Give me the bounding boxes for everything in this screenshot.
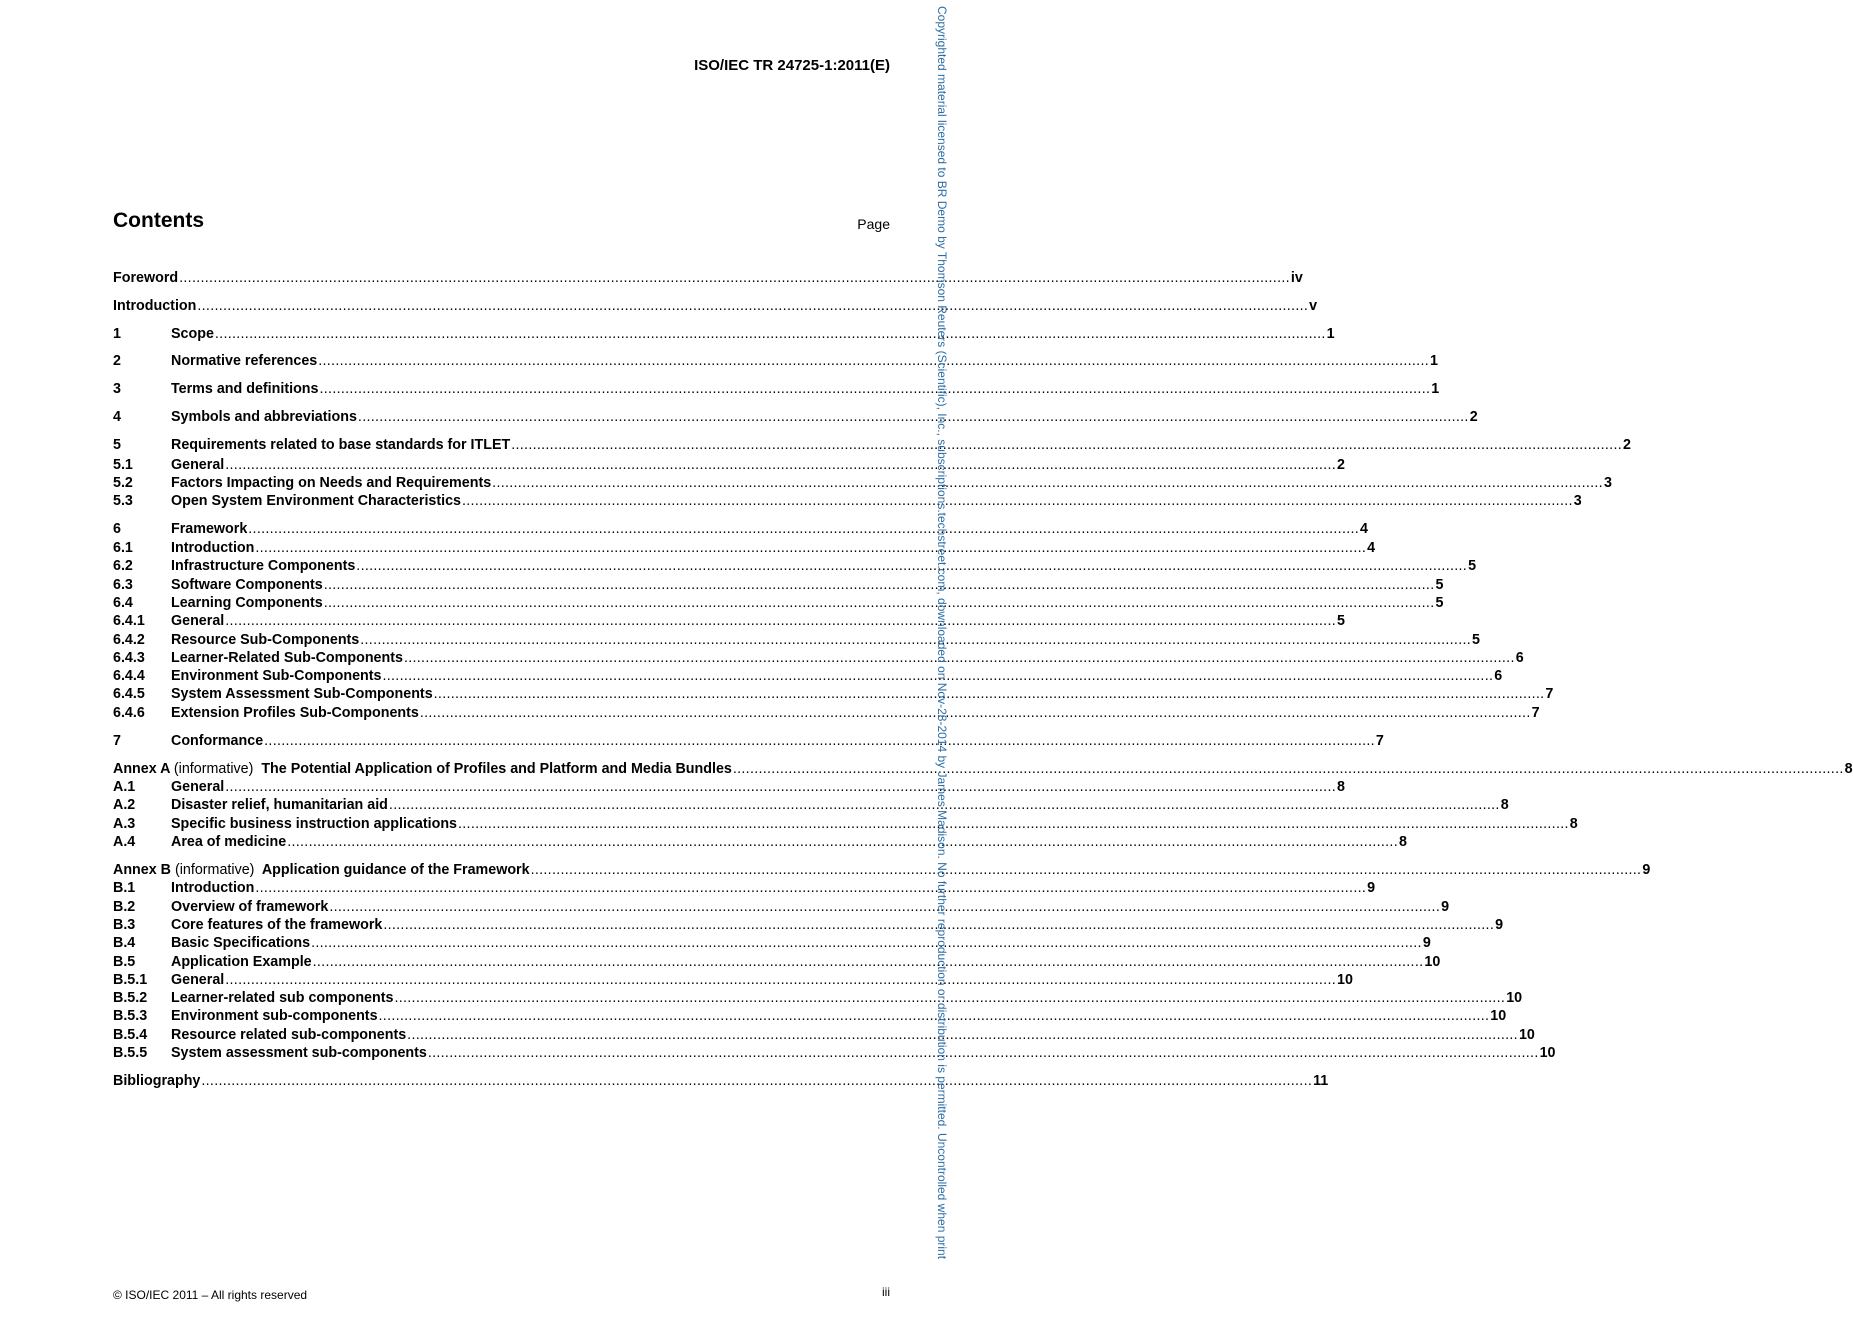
dot-leader: .................................................................................................................................................................................................................................................................... bbox=[197, 298, 1309, 314]
toc-entry-number: B.2 bbox=[113, 899, 136, 915]
toc-entry-page: 5 bbox=[1435, 595, 1444, 611]
dot-leader: .................................................................................................................................................................................................................................................................... bbox=[732, 761, 1844, 777]
dot-leader: .................................................................................................................................................................................................................................................................... bbox=[419, 705, 1531, 721]
annex-label: Annex B bbox=[113, 862, 171, 878]
toc-entry-title: Area of medicine bbox=[171, 834, 287, 850]
toc-entry[interactable] bbox=[113, 520, 1368, 538]
toc-entry-number: 7 bbox=[113, 733, 121, 749]
toc-entry[interactable] bbox=[113, 916, 1504, 934]
toc-entry-title: Disaster relief, humanitarian aid bbox=[171, 797, 388, 813]
toc-entry-page: 10 bbox=[1490, 1008, 1507, 1024]
dot-leader: .................................................................................................................................................................................................................................................................... bbox=[388, 797, 1500, 813]
toc-entry-number: 5.1 bbox=[113, 457, 133, 473]
toc-entry-number: 2 bbox=[113, 353, 121, 369]
toc-entry-number: B.4 bbox=[113, 935, 136, 951]
toc-entry-title: Specific business instruction applications bbox=[171, 816, 458, 832]
dot-leader: .................................................................................................................................................................................................................................................................... bbox=[179, 270, 1290, 286]
toc-entry-page: 8 bbox=[1398, 834, 1407, 850]
toc-entry[interactable] bbox=[113, 1044, 1556, 1062]
dot-leader: .................................................................................................................................................................................................................................................................... bbox=[312, 954, 1424, 970]
toc-entry[interactable] bbox=[113, 352, 1438, 370]
toc-entry-page: 2 bbox=[1623, 437, 1631, 453]
dot-leader: .................................................................................................................................................................................................................................................................... bbox=[287, 834, 1398, 850]
toc-entry-page: 9 bbox=[1367, 880, 1376, 896]
toc-entry-number: 6.2 bbox=[113, 558, 133, 574]
toc-entry[interactable] bbox=[113, 796, 1509, 814]
toc-entry-title: General bbox=[171, 457, 225, 473]
dot-leader: .................................................................................................................................................................................................................................................................... bbox=[403, 650, 1515, 666]
toc-entry-page: 3 bbox=[1603, 475, 1612, 491]
toc-entry[interactable] bbox=[113, 971, 1353, 989]
toc-entry-title: Symbols and abbreviations bbox=[171, 409, 357, 425]
license-watermark bbox=[935, 6, 949, 1344]
toc-entry-page: 10 bbox=[1337, 972, 1353, 988]
toc-entry[interactable] bbox=[113, 833, 1407, 851]
toc-entry-page: 1 bbox=[1326, 326, 1335, 342]
dot-leader: .................................................................................................................................................................................................................................................................... bbox=[225, 457, 1337, 473]
toc-entry[interactable] bbox=[113, 1007, 1507, 1025]
toc-entry[interactable] bbox=[113, 557, 1477, 575]
toc-entry-title: Environment Sub-Components bbox=[171, 668, 382, 684]
toc-entry-page: 6 bbox=[1494, 668, 1503, 684]
toc-entry[interactable] bbox=[113, 861, 1651, 879]
toc-entry-page: 9 bbox=[1642, 862, 1651, 878]
toc-entry-number: 5.2 bbox=[113, 475, 133, 491]
toc-entry[interactable] bbox=[113, 492, 1582, 510]
dot-leader: .................................................................................................................................................................................................................................................................... bbox=[225, 779, 1337, 795]
dot-leader: .................................................................................................................................................................................................................................................................... bbox=[492, 475, 1603, 491]
license-notice-text: Copyrighted material licensed to BR Demo by Thomson Reuters (Scientific), Inc., subscriptions.techstreet.com, downloaded on Nov-28-2014 by James Madison. No further reproduction or distribution is permitted. Uncontrolled when print bbox=[935, 6, 949, 1260]
dot-leader: .................................................................................................................................................................................................................................................................... bbox=[407, 1027, 1518, 1043]
toc-entry-number: 3 bbox=[113, 381, 121, 397]
toc-entry[interactable] bbox=[113, 898, 1450, 916]
toc-entry-number: B.5.5 bbox=[113, 1045, 148, 1061]
toc-entry-number: B.1 bbox=[113, 880, 136, 896]
toc-entry-title: Foreword bbox=[113, 270, 179, 286]
toc-entry[interactable] bbox=[113, 380, 1440, 398]
toc-entry-number: B.5.1 bbox=[113, 972, 148, 988]
toc-entry-page: 7 bbox=[1545, 686, 1554, 702]
annex-title: The Potential Application of Profiles and Platform and Media Bundles bbox=[261, 761, 732, 777]
toc-entry[interactable] bbox=[113, 297, 1318, 315]
dot-leader: .................................................................................................................................................................................................................................................................... bbox=[383, 917, 1495, 933]
toc-entry[interactable] bbox=[113, 934, 1431, 952]
toc-entry-page: 9 bbox=[1495, 917, 1504, 933]
toc-entry-page: 5 bbox=[1337, 613, 1345, 629]
toc-entry-number: A.4 bbox=[113, 834, 136, 850]
toc-entry[interactable] bbox=[113, 594, 1444, 612]
toc-entry-title: Open System Environment Characteristics bbox=[171, 493, 462, 509]
toc-entry-title: Software Components bbox=[171, 577, 323, 593]
toc-entry-page: 11 bbox=[1313, 1073, 1329, 1089]
toc-entry-number: B.5.4 bbox=[113, 1027, 148, 1043]
toc-entry-number: 6.1 bbox=[113, 540, 133, 556]
toc-entry-title: General bbox=[171, 779, 225, 795]
toc-entry-page: 10 bbox=[1424, 954, 1441, 970]
toc-entry-title: Framework bbox=[171, 521, 248, 537]
toc-entry-title: General bbox=[171, 613, 225, 629]
toc-entry-number: 6.4.5 bbox=[113, 686, 145, 702]
toc-entry[interactable] bbox=[113, 989, 1523, 1007]
dot-leader: .................................................................................................................................................................................................................................................................... bbox=[378, 1008, 1490, 1024]
toc-entry-title: Bibliography bbox=[113, 1073, 201, 1089]
dot-leader: .................................................................................................................................................................................................................................................................... bbox=[225, 972, 1337, 988]
toc-entry-page: v bbox=[1309, 298, 1318, 314]
toc-entry-title: Overview of framework bbox=[171, 899, 329, 915]
toc-entry-number: 1 bbox=[113, 326, 121, 342]
toc-entry[interactable] bbox=[113, 269, 1303, 287]
annex-title: Application guidance of the Framework bbox=[261, 862, 530, 878]
toc-entry-page: iv bbox=[1290, 270, 1303, 286]
dot-leader: .................................................................................................................................................................................................................................................................... bbox=[225, 613, 1337, 629]
toc-entry-title: Scope bbox=[171, 326, 214, 342]
toc-entry-title: Learner-Related Sub-Components bbox=[171, 650, 403, 666]
toc-entry-title bbox=[113, 760, 732, 778]
dot-leader: .................................................................................................................................................................................................................................................................... bbox=[329, 899, 1441, 915]
dot-leader: .................................................................................................................................................................................................................................................................... bbox=[323, 595, 1435, 611]
toc-entry[interactable] bbox=[113, 815, 1578, 833]
dot-leader: .................................................................................................................................................................................................................................................................... bbox=[255, 880, 1367, 896]
toc-entry[interactable] bbox=[113, 778, 1345, 796]
toc-entry[interactable] bbox=[113, 436, 1631, 454]
toc-entry-title: Conformance bbox=[171, 733, 264, 749]
toc-entry[interactable] bbox=[113, 325, 1335, 343]
toc-entry-number: 6.4.4 bbox=[113, 668, 145, 684]
toc-entry[interactable] bbox=[113, 704, 1540, 722]
toc-entry-page: 10 bbox=[1506, 990, 1523, 1006]
toc-entry-page: 9 bbox=[1441, 899, 1450, 915]
toc-entry[interactable] bbox=[113, 879, 1376, 897]
toc-entry-number: B.5.3 bbox=[113, 1008, 148, 1024]
toc-entry-number: 4 bbox=[113, 409, 121, 425]
dot-leader: .................................................................................................................................................................................................................................................................... bbox=[462, 493, 1573, 509]
dot-leader: .................................................................................................................................................................................................................................................................... bbox=[255, 540, 1367, 556]
dot-leader: .................................................................................................................................................................................................................................................................... bbox=[248, 521, 1360, 537]
toc-entry-title: General bbox=[171, 972, 225, 988]
dot-leader: .................................................................................................................................................................................................................................................................... bbox=[311, 935, 1422, 951]
toc-entry[interactable] bbox=[113, 1072, 1329, 1090]
copyright-notice: © ISO/IEC 2011 – All rights reserved bbox=[113, 1288, 308, 1302]
toc-entry-number: B.5 bbox=[113, 954, 136, 970]
toc-entry-number: 6.4.1 bbox=[113, 613, 145, 629]
toc-entry-page: 7 bbox=[1531, 705, 1540, 721]
toc-entry[interactable] bbox=[113, 474, 1612, 492]
dot-leader: .................................................................................................................................................................................................................................................................... bbox=[356, 558, 1468, 574]
dot-leader: .................................................................................................................................................................................................................................................................... bbox=[382, 668, 1494, 684]
toc-entry[interactable] bbox=[113, 408, 1478, 426]
dot-leader: .................................................................................................................................................................................................................................................................... bbox=[433, 686, 1545, 702]
toc-entry-number: B.3 bbox=[113, 917, 136, 933]
page-title: Contents bbox=[113, 209, 204, 232]
toc-entry-page: 5 bbox=[1472, 632, 1480, 648]
dot-leader: .................................................................................................................................................................................................................................................................... bbox=[394, 990, 1506, 1006]
toc-entry-number: B.5.2 bbox=[113, 990, 148, 1006]
toc-entry-title: Resource Sub-Components bbox=[171, 632, 360, 648]
toc-entry-title: Basic Specifications bbox=[171, 935, 311, 951]
toc-entry[interactable] bbox=[113, 631, 1480, 649]
toc-entry-page: 10 bbox=[1518, 1027, 1535, 1043]
toc-entry-page: 2 bbox=[1337, 457, 1345, 473]
toc-entry-title: Learner-related sub components bbox=[171, 990, 394, 1006]
toc-entry-title: Normative references bbox=[171, 353, 318, 369]
toc-entry-number: A.1 bbox=[113, 779, 136, 795]
toc-entry-number: A.2 bbox=[113, 797, 136, 813]
toc-entry-title: Terms and definitions bbox=[171, 381, 319, 397]
toc-entry-page: 8 bbox=[1844, 761, 1853, 777]
toc-entry[interactable] bbox=[113, 1026, 1535, 1044]
toc-entry-number: 6 bbox=[113, 521, 121, 537]
toc-entry[interactable] bbox=[113, 612, 1345, 630]
toc-entry-title: System assessment sub-components bbox=[171, 1045, 427, 1061]
dot-leader: .................................................................................................................................................................................................................................................................... bbox=[201, 1073, 1313, 1089]
toc-entry-page: 5 bbox=[1468, 558, 1477, 574]
toc-entry-page: 6 bbox=[1515, 650, 1524, 666]
toc-entry-page: 4 bbox=[1367, 540, 1376, 556]
toc-entry-number: A.3 bbox=[113, 816, 136, 832]
toc-entry-page: 10 bbox=[1539, 1045, 1556, 1061]
page-column-label: Page bbox=[857, 216, 890, 232]
toc-entry[interactable] bbox=[113, 456, 1345, 474]
toc-entry[interactable] bbox=[113, 732, 1384, 750]
toc-entry-number: 6.4.3 bbox=[113, 650, 145, 666]
annex-qualifier: (informative) bbox=[174, 862, 255, 878]
toc-entry-page: 8 bbox=[1337, 779, 1345, 795]
dot-leader: .................................................................................................................................................................................................................................................................... bbox=[427, 1045, 1539, 1061]
toc-entry-title: Introduction bbox=[171, 880, 255, 896]
toc-entry-title: Core features of the framework bbox=[171, 917, 383, 933]
toc-entry-page: 8 bbox=[1569, 816, 1578, 832]
dot-leader: .................................................................................................................................................................................................................................................................... bbox=[458, 816, 1569, 832]
toc-entry-number: 6.4.6 bbox=[113, 705, 145, 721]
toc-entry-page: 1 bbox=[1430, 353, 1438, 369]
annex-label: Annex A bbox=[113, 761, 170, 777]
toc-entry-title: Application Example bbox=[171, 954, 312, 970]
toc-entry[interactable] bbox=[113, 576, 1444, 594]
dot-leader: .................................................................................................................................................................................................................................................................... bbox=[511, 437, 1622, 453]
toc-entry[interactable] bbox=[113, 953, 1441, 971]
dot-leader: .................................................................................................................................................................................................................................................................... bbox=[323, 577, 1435, 593]
toc-entry[interactable] bbox=[113, 760, 1853, 778]
dot-leader: .................................................................................................................................................................................................................................................................... bbox=[318, 353, 1429, 369]
toc-entry-title: Infrastructure Components bbox=[171, 558, 356, 574]
toc-entry-page: 5 bbox=[1435, 577, 1444, 593]
toc-entry-number: 5.3 bbox=[113, 493, 133, 509]
toc-entry-title: Environment sub-components bbox=[171, 1008, 378, 1024]
toc-entry-title: Resource related sub-components bbox=[171, 1027, 407, 1043]
toc-entry-title: System Assessment Sub-Components bbox=[171, 686, 433, 702]
toc-entry-title bbox=[113, 861, 530, 879]
toc-entry-number: 6.4 bbox=[113, 595, 133, 611]
toc-entry-number: 6.3 bbox=[113, 577, 133, 593]
toc-entry[interactable] bbox=[113, 539, 1376, 557]
dot-leader: .................................................................................................................................................................................................................................................................... bbox=[319, 381, 1431, 397]
toc-entry-page: 4 bbox=[1360, 521, 1368, 537]
toc-entry-title: Learning Components bbox=[171, 595, 323, 611]
toc-entry-page: 7 bbox=[1375, 733, 1384, 749]
toc-entry-title: Factors Impacting on Needs and Requirements bbox=[171, 475, 492, 491]
toc-entry-page: 3 bbox=[1573, 493, 1582, 509]
dot-leader: .................................................................................................................................................................................................................................................................... bbox=[530, 862, 1642, 878]
toc-entry-title: Extension Profiles Sub-Components bbox=[171, 705, 419, 721]
toc-entry-page: 2 bbox=[1469, 409, 1478, 425]
toc-entry[interactable] bbox=[113, 649, 1524, 667]
toc-entry[interactable] bbox=[113, 685, 1554, 703]
toc-entry-title: Requirements related to base standards for ITLET bbox=[171, 437, 511, 453]
toc-entry-number: 6.4.2 bbox=[113, 632, 145, 648]
dot-leader: .................................................................................................................................................................................................................................................................... bbox=[360, 632, 1472, 648]
page-number: iii bbox=[882, 1285, 890, 1299]
toc-entry-page: 1 bbox=[1431, 381, 1440, 397]
toc-entry-number: 5 bbox=[113, 437, 121, 453]
dot-leader: .................................................................................................................................................................................................................................................................... bbox=[357, 409, 1469, 425]
toc-entry[interactable] bbox=[113, 667, 1503, 685]
toc-entry-page: 9 bbox=[1422, 935, 1431, 951]
toc-entry-page: 8 bbox=[1500, 797, 1509, 813]
toc-entry-title: Introduction bbox=[171, 540, 255, 556]
toc-entry-title: Introduction bbox=[113, 298, 197, 314]
dot-leader: .................................................................................................................................................................................................................................................................... bbox=[214, 326, 1326, 342]
document-id: ISO/IEC TR 24725-1:2011(E) bbox=[694, 57, 890, 74]
dot-leader: .................................................................................................................................................................................................................................................................... bbox=[264, 733, 1375, 749]
annex-qualifier: (informative) bbox=[173, 761, 254, 777]
